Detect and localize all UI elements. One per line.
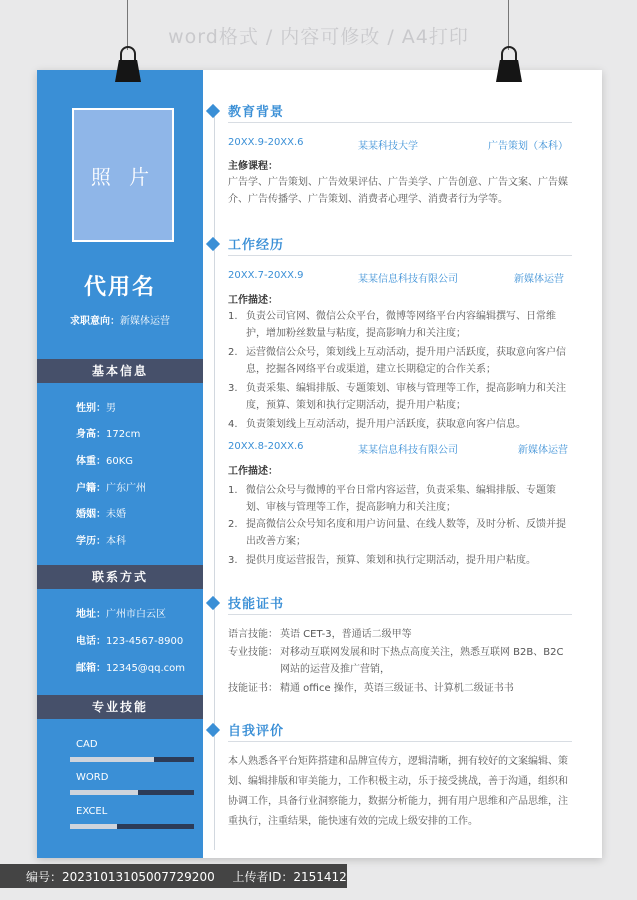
skill-cad-fill (70, 757, 154, 762)
contact-phone: 电话：123-4567-8900 (76, 636, 184, 647)
self-evaluation-text: 本人熟悉各平台矩阵搭建和品牌宣传方，逻辑清晰，拥有较好的文案编辑、策划、编辑排版和审美能力，工作积极主动，乐于接受挑战，善于沟通，组织和协调工作，具备行业洞察能力，数据分析能力，拥有用户思维和产品思维，注重执行，注重结果，能快速有效的完成上级安排的工作。 (228, 756, 568, 827)
job-period: 20XX.8-20XX.6 (228, 441, 304, 452)
skill-word-bar (70, 790, 194, 795)
section-title-education: 教育背景 (228, 105, 285, 120)
education-period: 20XX.9-20XX.6 (228, 137, 304, 148)
hanging-string-left (127, 0, 128, 50)
course-text: 广告学、广告策划、广告效果评估、广告美学、广告创意、广告文案、广告媒介、广告传播学、广告策划、消费者心理学、消费者行为学等。 (228, 177, 568, 205)
skill-word-label: WORD (76, 772, 109, 783)
skill-excel-bar (70, 824, 194, 829)
info-row-weight: 体重：60KG (76, 456, 134, 467)
education-row (228, 137, 568, 152)
skill-excel-label: EXCEL (76, 806, 108, 817)
candidate-name: 代用名 (83, 275, 156, 300)
job-desc-label: 工作描述： (228, 295, 278, 306)
footer-id-label: 编号： (26, 870, 63, 884)
section-title-self: 自我评价 (228, 724, 285, 739)
section-title-certs: 技能证书 (228, 597, 285, 612)
job-intent-value: 新媒体运营 (120, 316, 170, 327)
skill-cad-bar (70, 757, 194, 762)
job-company: 某某信息科技有限公司 (358, 274, 458, 285)
contact-address: 地址：广州市白云区 (76, 609, 166, 620)
section-divider (228, 614, 572, 615)
skill-excel-fill (70, 824, 117, 829)
binder-clip-right-icon (496, 46, 522, 82)
job-row (228, 270, 568, 285)
footer-uploader-label: 上传者ID： (232, 870, 294, 884)
photo-placeholder[interactable] (72, 108, 174, 242)
template-banner: word格式 / 内容可修改 / A4打印 (168, 26, 469, 48)
timeline-line (214, 110, 215, 850)
footer-id-value: 20231013105007729200 (62, 870, 215, 884)
job-position: 新媒体运营 (518, 445, 568, 456)
info-row-marital: 婚姻：未婚 (76, 509, 126, 520)
footer-uploader-value: 2151412 (293, 870, 347, 884)
skills-header: 专业技能 (37, 695, 203, 719)
section-divider (228, 122, 572, 123)
info-row-hometown: 户籍：广东广州 (76, 483, 146, 494)
skill-word-fill (70, 790, 138, 795)
job-desc-label: 工作描述： (228, 466, 278, 477)
info-row-height: 身高：172cm (76, 429, 141, 440)
skill-cad-label: CAD (76, 739, 98, 750)
contact-header: 联系方式 (37, 565, 203, 589)
section-title-work: 工作经历 (228, 238, 285, 253)
photo-label: 照 片 (90, 164, 156, 189)
info-row-gender: 性别：男 (76, 403, 116, 414)
job-intent-label: 求职意向： (70, 316, 120, 327)
hanging-string-right (508, 0, 509, 50)
contact-email[interactable]: 邮箱：12345@qq.com (76, 663, 186, 674)
job-company: 某某信息科技有限公司 (358, 445, 458, 456)
section-divider (228, 255, 572, 256)
job-row (228, 441, 568, 456)
job-intent (37, 312, 203, 327)
binder-clip-left-icon (115, 46, 141, 82)
job-period: 20XX.7-20XX.9 (228, 270, 304, 281)
basic-info-header: 基本信息 (37, 359, 203, 383)
job-position: 新媒体运营 (514, 274, 564, 285)
education-major: 广告策划（本科） (488, 141, 568, 152)
info-row-education: 学历：本科 (76, 536, 126, 547)
section-divider (228, 741, 572, 742)
course-label: 主修课程： (228, 161, 278, 172)
footer-info (26, 868, 347, 885)
education-school: 某某科技大学 (358, 141, 418, 152)
